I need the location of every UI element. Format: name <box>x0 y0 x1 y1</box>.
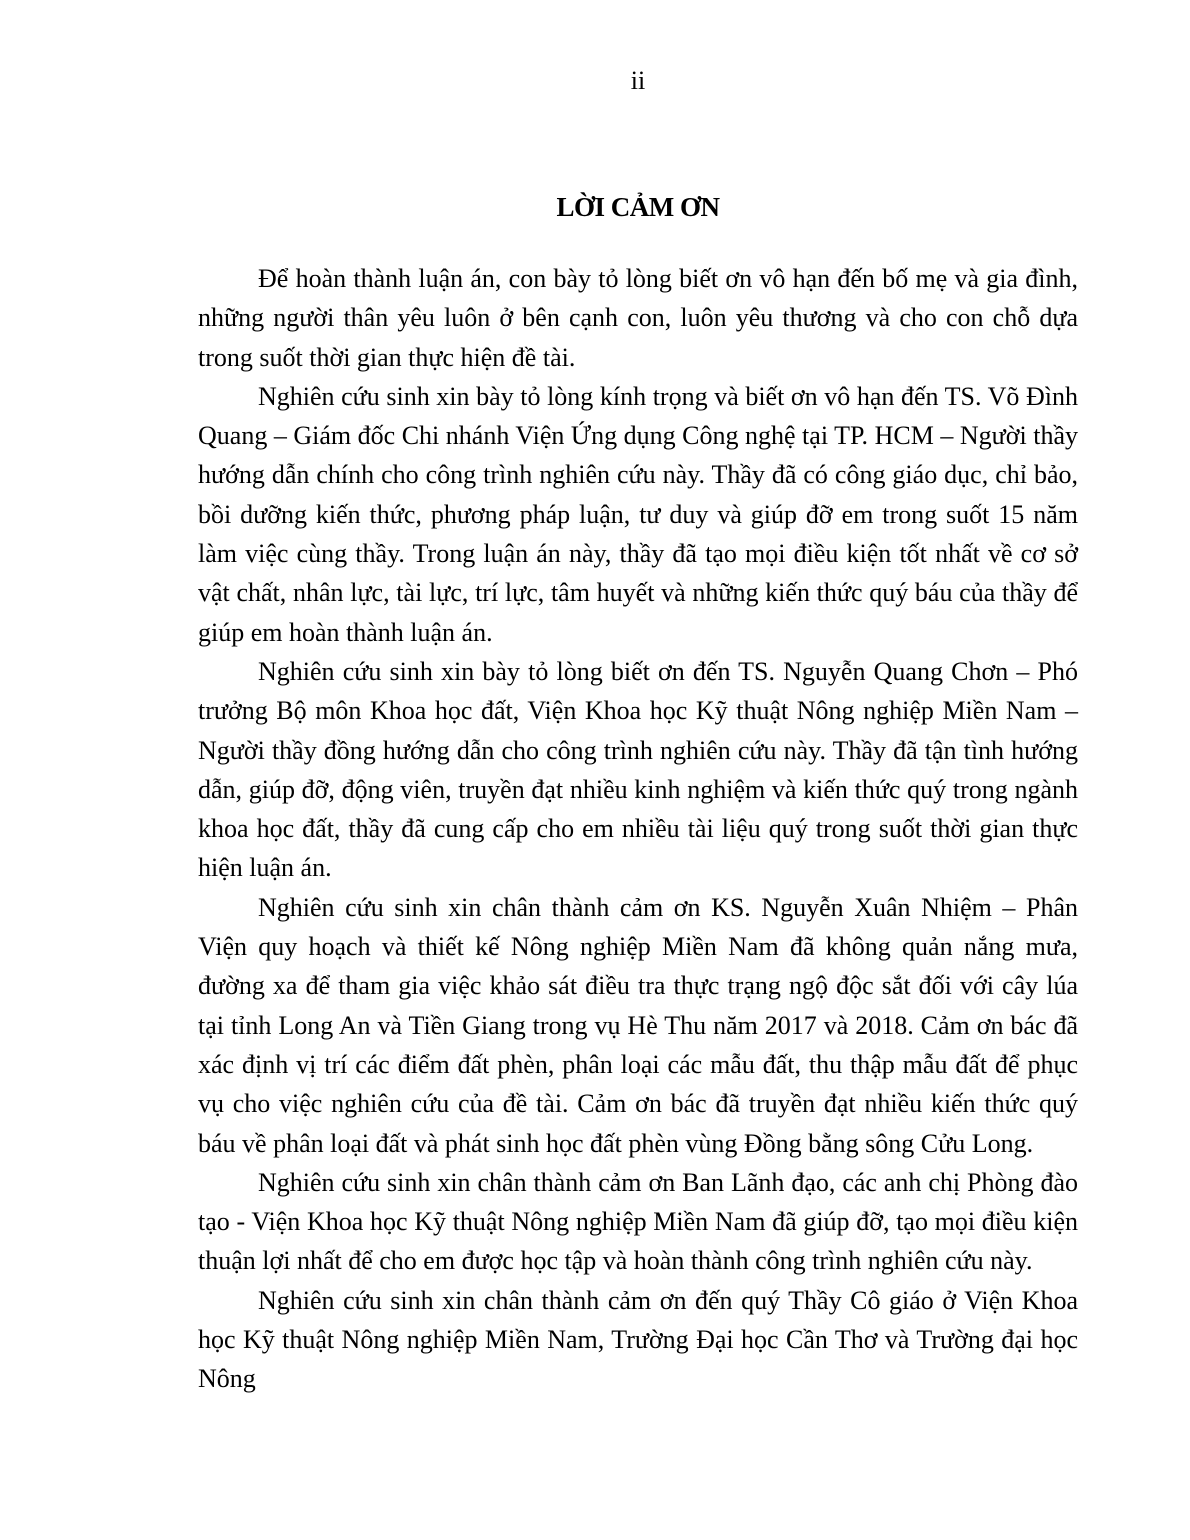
document-body <box>198 259 1078 1399</box>
page-number: ii <box>630 66 646 95</box>
paragraph-acknowledge-co-advisor: Nghiên cứu sinh xin bày tỏ lòng biết ơn đến TS. Nguyễn Quang Chơn – Phó trưởng Bộ môn Khoa học đất, Viện Khoa học Kỹ thuật Nông nghiệp Miền Nam – Người thầy đồng hướng dẫn cho công trình nghiên cứu này. Thầy đã tận tình hướng dẫn, giúp đỡ, động viên, truyền đạt nhiều kinh nghiệm và kiến thức quý trong ngành khoa học đất, thầy đã cung cấp cho em nhiều tài liệu quý trong suốt thời gian thực hiện luận án. <box>198 656 1078 883</box>
paragraph-acknowledge-teachers: Nghiên cứu sinh xin chân thành cảm ơn đến quý Thầy Cô giáo ở Viện Khoa học Kỹ thuật Nông nghiệp Miền Nam, Trường Đại học Cần Thơ và Trường đại học Nông <box>198 1285 1078 1394</box>
paragraph-acknowledge-main-advisor: Nghiên cứu sinh xin bày tỏ lòng kính trọng và biết ơn vô hạn đến TS. Võ Đình Quang – Giám đốc Chi nhánh Viện Ứng dụng Công nghệ tại TP. HCM – Người thầy hướng dẫn chính cho công trình nghiên cứu này. Thầy đã có công giáo dục, chỉ bảo, bồi dưỡng kiến thức, phương pháp luận, tư duy và giúp đỡ em trong suốt 15 năm làm việc cùng thầy. Trong luận án này, thầy đã tạo mọi điều kiện tốt nhất về cơ sở vật chất, nhân lực, tài lực, trí lực, tâm huyết và những kiến thức quý báu của thầy để giúp em hoàn thành luận án. <box>198 381 1078 647</box>
paragraph-acknowledge-engineer: Nghiên cứu sinh xin chân thành cảm ơn KS. Nguyễn Xuân Nhiệm – Phân Viện quy hoạch và thiết kế Nông nghiệp Miền Nam đã không quản nắng mưa, đường xa để tham gia việc khảo sát điều tra thực trạng ngộ độc sắt đối với cây lúa tại tỉnh Long An và Tiền Giang trong vụ Hè Thu năm 2017 và 2018. Cảm ơn bác đã xác định vị trí các điểm đất phèn, phân loại các mẫu đất, thu thập mẫu đất để phục vụ cho việc nghiên cứu của đề tài. Cảm ơn bác đã truyền đạt nhiều kiến thức quý báu về phân loại đất và phát sinh học đất phèn vùng Đồng bằng sông Cửu Long. <box>198 892 1078 1158</box>
page-title: LỜI CẢM ƠN <box>556 192 720 222</box>
paragraph-acknowledge-family: Để hoàn thành luận án, con bày tỏ lòng biết ơn vô hạn đến bố mẹ và gia đình, những người thân yêu luôn ở bên cạnh con, luôn yêu thương và cho con chỗ dựa trong suốt thời gian thực hiện đề tài. <box>198 264 1078 372</box>
paragraph-acknowledge-training-office: Nghiên cứu sinh xin chân thành cảm ơn Ban Lãnh đạo, các anh chị Phòng đào tạo - Viện Khoa học Kỹ thuật Nông nghiệp Miền Nam đã giúp đỡ, tạo mọi điều kiện thuận lợi nhất để cho em được học tập và hoàn thành công trình nghiên cứu này. <box>198 1167 1078 1276</box>
